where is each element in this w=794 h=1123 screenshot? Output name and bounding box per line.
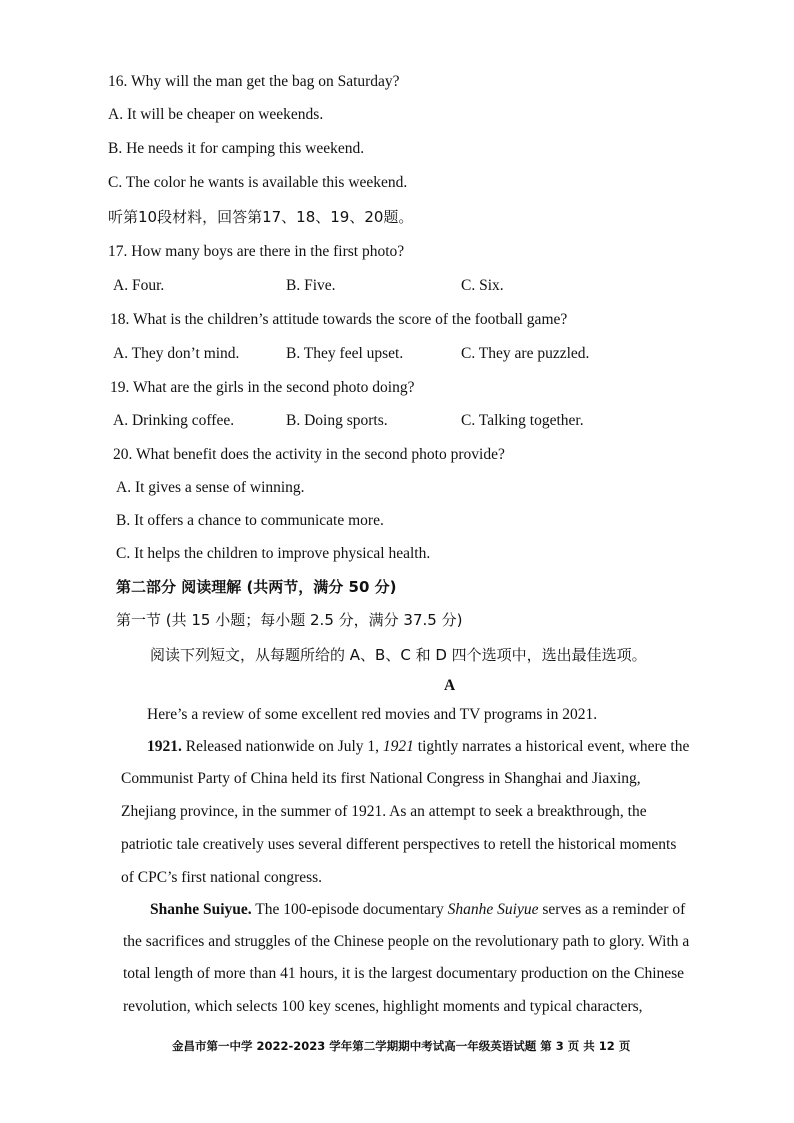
q19-question: 19. What are the girls in the second photo doing? (110, 379, 415, 396)
item-1921-line5: of CPC’s first national congress. (121, 869, 323, 886)
q20-question: 20. What benefit does the activity in the second photo provide? (113, 446, 505, 463)
q16-option-c: C. The color he wants is available this weekend. (108, 174, 408, 191)
q17-option-c: C. Six. (461, 277, 504, 294)
item-shanhe-title: Shanhe Suiyue. (150, 901, 252, 918)
q20-option-b: B. It offers a chance to communicate more. (116, 512, 384, 529)
item-shanhe-italic-title: Shanhe Suiyue (447, 901, 539, 918)
q20-option-a: A. It gives a sense of winning. (116, 479, 305, 496)
item-shanhe-line2: the sacrifices and struggles of the Chinese people on the revolutionary path to glory. With a (123, 933, 690, 950)
item-shanhe-line4: revolution, which selects 100 key scenes, highlight moments and typical characters, (123, 998, 643, 1015)
item-1921-text-post: tightly narrates a historical event, where the (413, 738, 690, 755)
q20-option-c: C. It helps the children to improve physical health. (116, 545, 431, 562)
item-1921-line4: patriotic tale creatively uses several different perspectives to retell the historical moments (121, 836, 677, 853)
material10-instruction: 听第10段材料，回答第17、18、19、20题。 (108, 208, 414, 226)
item-1921-line1 (147, 737, 689, 757)
item-1921-line3: Zhejiang province, in the summer of 1921. As an attempt to seek a breakthrough, the (121, 803, 647, 820)
item-1921-text-pre: Released nationwide on July 1, (181, 738, 383, 755)
q19-option-a: A. Drinking coffee. (113, 412, 235, 429)
q16-option-b: B. He needs it for camping this weekend. (108, 140, 365, 157)
item-1921-italic-title: 1921 (382, 738, 414, 755)
q17-option-b: B. Five. (286, 277, 336, 294)
q18-option-c: C. They are puzzled. (461, 345, 590, 362)
part-two-title: 第二部分 阅读理解 (共两节，满分 50 分) (116, 578, 397, 596)
reading-instruction: 阅读下列短文，从每题所给的 A、B、C 和 D 四个选项中，选出最佳选项。 (150, 646, 647, 664)
section-one-title: 第一节 (共 15 小题；每小题 2.5 分，满分 37.5 分) (116, 611, 463, 629)
passage-intro: Here’s a review of some excellent red movies and TV programs in 2021. (147, 706, 598, 723)
q18-option-b: B. They feel upset. (286, 345, 404, 362)
q19-option-b: B. Doing sports. (286, 412, 388, 429)
q18-question: 18. What is the children’s attitude towards the score of the football game? (110, 311, 568, 328)
item-1921-title: 1921. (147, 738, 182, 755)
passage-letter: A (444, 677, 456, 694)
q18-option-a: A. They don’t mind. (113, 345, 240, 362)
item-shanhe-text-post: serves as a reminder of (538, 901, 686, 918)
q16-question: 16. Why will the man get the bag on Saturday? (108, 73, 400, 90)
q16-option-a: A. It will be cheaper on weekends. (108, 106, 324, 123)
item-shanhe-line1 (150, 900, 685, 920)
q19-option-c: C. Talking together. (461, 412, 584, 429)
item-1921-line2: Communist Party of China held its first National Congress in Shanghai and Jiaxing, (121, 770, 641, 787)
q17-question: 17. How many boys are there in the first photo? (108, 243, 405, 260)
item-shanhe-text-pre: The 100-episode documentary (251, 901, 448, 918)
page-footer: 金昌市第一中学 2022-2023 学年第二学期期中考试高一年级英语试题 第 3 页 共 12 页 (172, 1039, 631, 1053)
q17-option-a: A. Four. (113, 277, 165, 294)
item-shanhe-line3: total length of more than 41 hours, it is the largest documentary production on the Chinese (123, 965, 685, 982)
